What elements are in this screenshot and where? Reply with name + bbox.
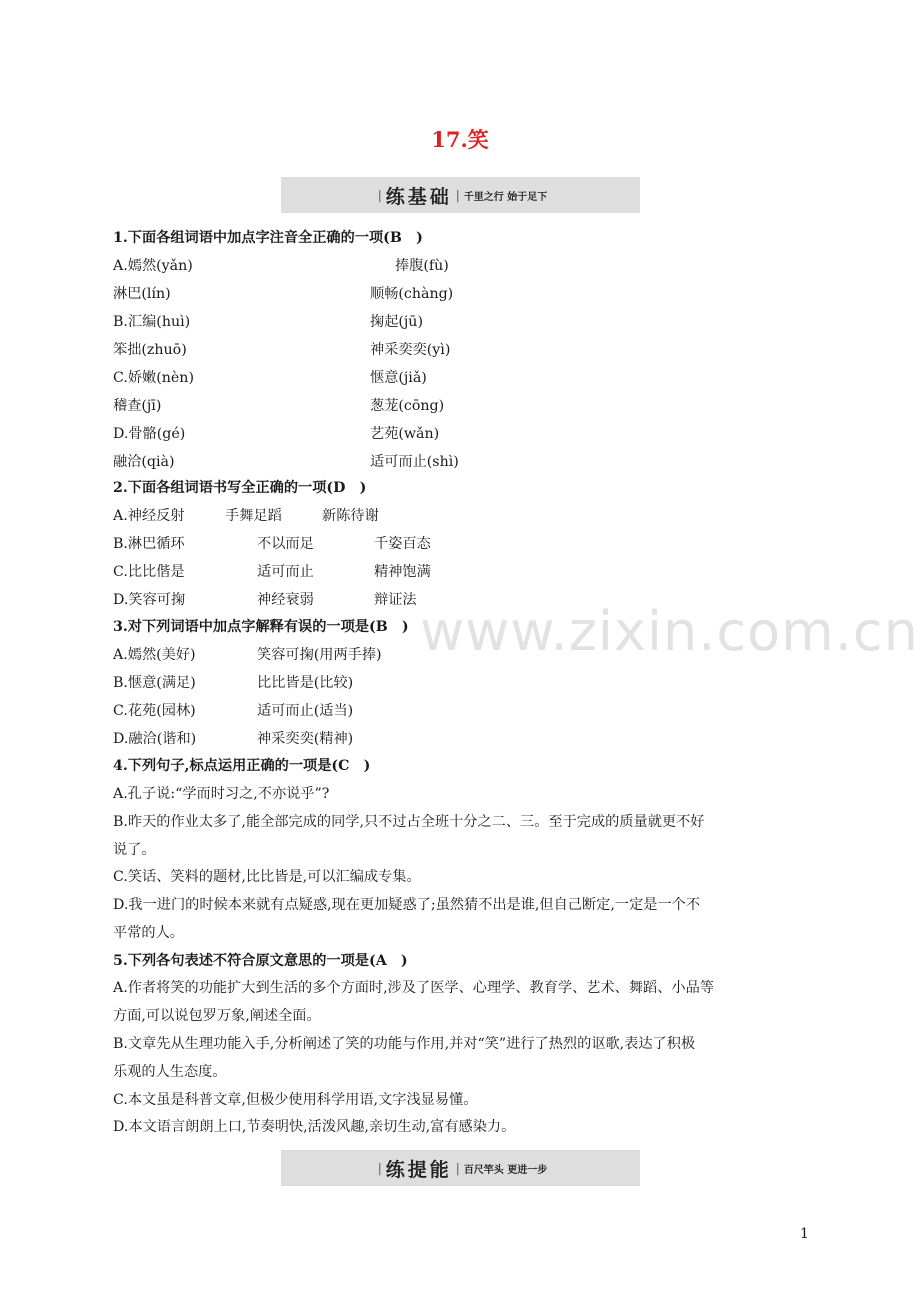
q3-opt: 适可而止(适当) xyxy=(257,703,354,719)
q1-opt: 稽查(jī) xyxy=(113,398,162,414)
q1-row xyxy=(113,452,459,472)
q1-opt: 神采奕奕(yì) xyxy=(370,342,451,358)
q3-row xyxy=(113,673,354,693)
banner-main: 练提能 xyxy=(385,1158,452,1181)
q2-opt: 精神饱满 xyxy=(374,564,431,580)
q1-row xyxy=(113,340,451,360)
q2-opt: B.淋巴循环 xyxy=(113,536,185,552)
q5-line: 方面,可以说包罗万象,阐述全面。 xyxy=(113,1008,321,1024)
banner-divider: | xyxy=(377,188,382,202)
q2-opt: 新陈待谢 xyxy=(322,508,379,524)
q1-opt: 笨拙(zhuō) xyxy=(113,342,187,358)
q2-row xyxy=(113,506,379,526)
q2-opt: 不以而足 xyxy=(257,536,314,552)
question-1-stem: 1.下面各组词语中加点字注音全正确的一项(B ) xyxy=(113,230,423,246)
q1-opt: 融洽(qià) xyxy=(113,454,175,470)
q1-row xyxy=(113,312,423,332)
q1-row xyxy=(113,424,440,444)
q3-opt: C.花苑(园林) xyxy=(113,703,196,719)
q1-opt: A.嫣然(yǎn) xyxy=(113,258,193,274)
q1-opt: 顺畅(chàng) xyxy=(370,286,454,302)
q1-row xyxy=(113,256,449,276)
banner-divider: | xyxy=(377,1161,382,1175)
banner-main: 练基础 xyxy=(385,185,452,208)
q4-line: B.昨天的作业太多了,能全部完成的同学,只不过占全班十分之二、三。至于完成的质量就更不好 xyxy=(113,814,705,830)
q1-opt: 适可而止(shì) xyxy=(370,454,459,470)
banner-sub: 千里之行 始于足下 xyxy=(463,191,548,203)
q1-opt: 淋巴(lín) xyxy=(113,286,171,302)
section-banner-basic xyxy=(281,177,640,213)
q5-line: C.本文虽是科普文章,但极少使用科学用语,文字浅显易懂。 xyxy=(113,1092,478,1108)
q2-opt: 辩证法 xyxy=(374,592,417,608)
q4-line: A.孔子说:“学而时习之,不亦说乎”? xyxy=(113,786,330,802)
q5-line: B.文章先从生理功能入手,分析阐述了笑的功能与作用,并对“笑”进行了热烈的讴歌,表达了积极 xyxy=(113,1036,696,1052)
q4-line: C.笑话、笑料的题材,比比皆是,可以汇编成专集。 xyxy=(113,869,421,885)
q1-row xyxy=(113,284,454,304)
banner-divider: | xyxy=(455,188,460,202)
q3-row xyxy=(113,645,382,665)
q3-opt: B.惬意(满足) xyxy=(113,675,196,691)
q3-opt: A.嫣然(美好) xyxy=(113,647,196,663)
q1-opt: 捧腹(fù) xyxy=(395,258,449,274)
q2-opt: 手舞足蹈 xyxy=(225,508,282,524)
q1-opt: D.骨骼(gé) xyxy=(113,426,186,442)
question-5-stem: 5.下列各句表述不符合原文意思的一项是(A ) xyxy=(113,953,408,969)
page-number: 1 xyxy=(800,1226,809,1242)
q1-opt: 艺苑(wǎn) xyxy=(370,426,440,442)
q4-line: 平常的人。 xyxy=(113,925,184,941)
q1-opt: C.娇嫩(nèn) xyxy=(113,370,194,386)
q1-opt: 葱茏(cōng) xyxy=(370,398,445,414)
q2-row xyxy=(113,590,417,610)
q1-row xyxy=(113,396,445,416)
section-banner-advanced xyxy=(281,1150,640,1186)
banner-sub: 百尺竿头 更进一步 xyxy=(463,1164,548,1176)
question-3-stem: 3.对下列词语中加点字解释有误的一项是(B ) xyxy=(113,619,409,635)
q3-opt: D.融洽(谐和) xyxy=(113,731,197,747)
q2-opt: D.笑容可掬 xyxy=(113,592,186,608)
q4-line: D.我一进门的时候本来就有点疑惑,现在更加疑惑了;虽然猜不出是谁,但自己断定,一定是一个不 xyxy=(113,897,701,913)
question-4-stem: 4.下列句子,标点运用正确的一项是(C ) xyxy=(113,758,371,774)
q2-opt: 千姿百态 xyxy=(374,536,431,552)
banner-divider: | xyxy=(455,1161,460,1175)
q2-opt: 适可而止 xyxy=(257,564,314,580)
question-2-stem: 2.下面各组词语书写全正确的一项(D ) xyxy=(113,480,367,496)
q5-line: A.作者将笑的功能扩大到生活的多个方面时,涉及了医学、心理学、教育学、艺术、舞蹈、小品等 xyxy=(113,980,714,996)
q1-opt: 惬意(jiǎ) xyxy=(370,370,427,386)
q2-row xyxy=(113,534,431,554)
q4-line: 说了。 xyxy=(113,842,156,858)
watermark: www.zixin.com.cn xyxy=(420,600,919,663)
q3-opt: 笑容可掬(用两手捧) xyxy=(257,647,382,663)
q3-row xyxy=(113,729,354,749)
q1-row xyxy=(113,368,427,388)
q3-opt: 神采奕奕(精神) xyxy=(257,731,354,747)
q2-row xyxy=(113,562,431,582)
q3-row xyxy=(113,701,354,721)
q5-line: 乐观的人生态度。 xyxy=(113,1064,227,1080)
page-title: 17.笑 xyxy=(431,127,489,152)
q1-opt: 掬起(jū) xyxy=(370,314,423,330)
q3-opt: 比比皆是(比较) xyxy=(257,675,354,691)
q1-opt: B.汇编(huì) xyxy=(113,314,191,330)
q5-line: D.本文语言朗朗上口,节奏明快,活泼风趣,亲切生动,富有感染力。 xyxy=(113,1119,516,1135)
q2-opt: 神经衰弱 xyxy=(257,592,314,608)
q2-opt: C.比比偕是 xyxy=(113,564,185,580)
q2-opt: A.神经反射 xyxy=(113,508,185,524)
